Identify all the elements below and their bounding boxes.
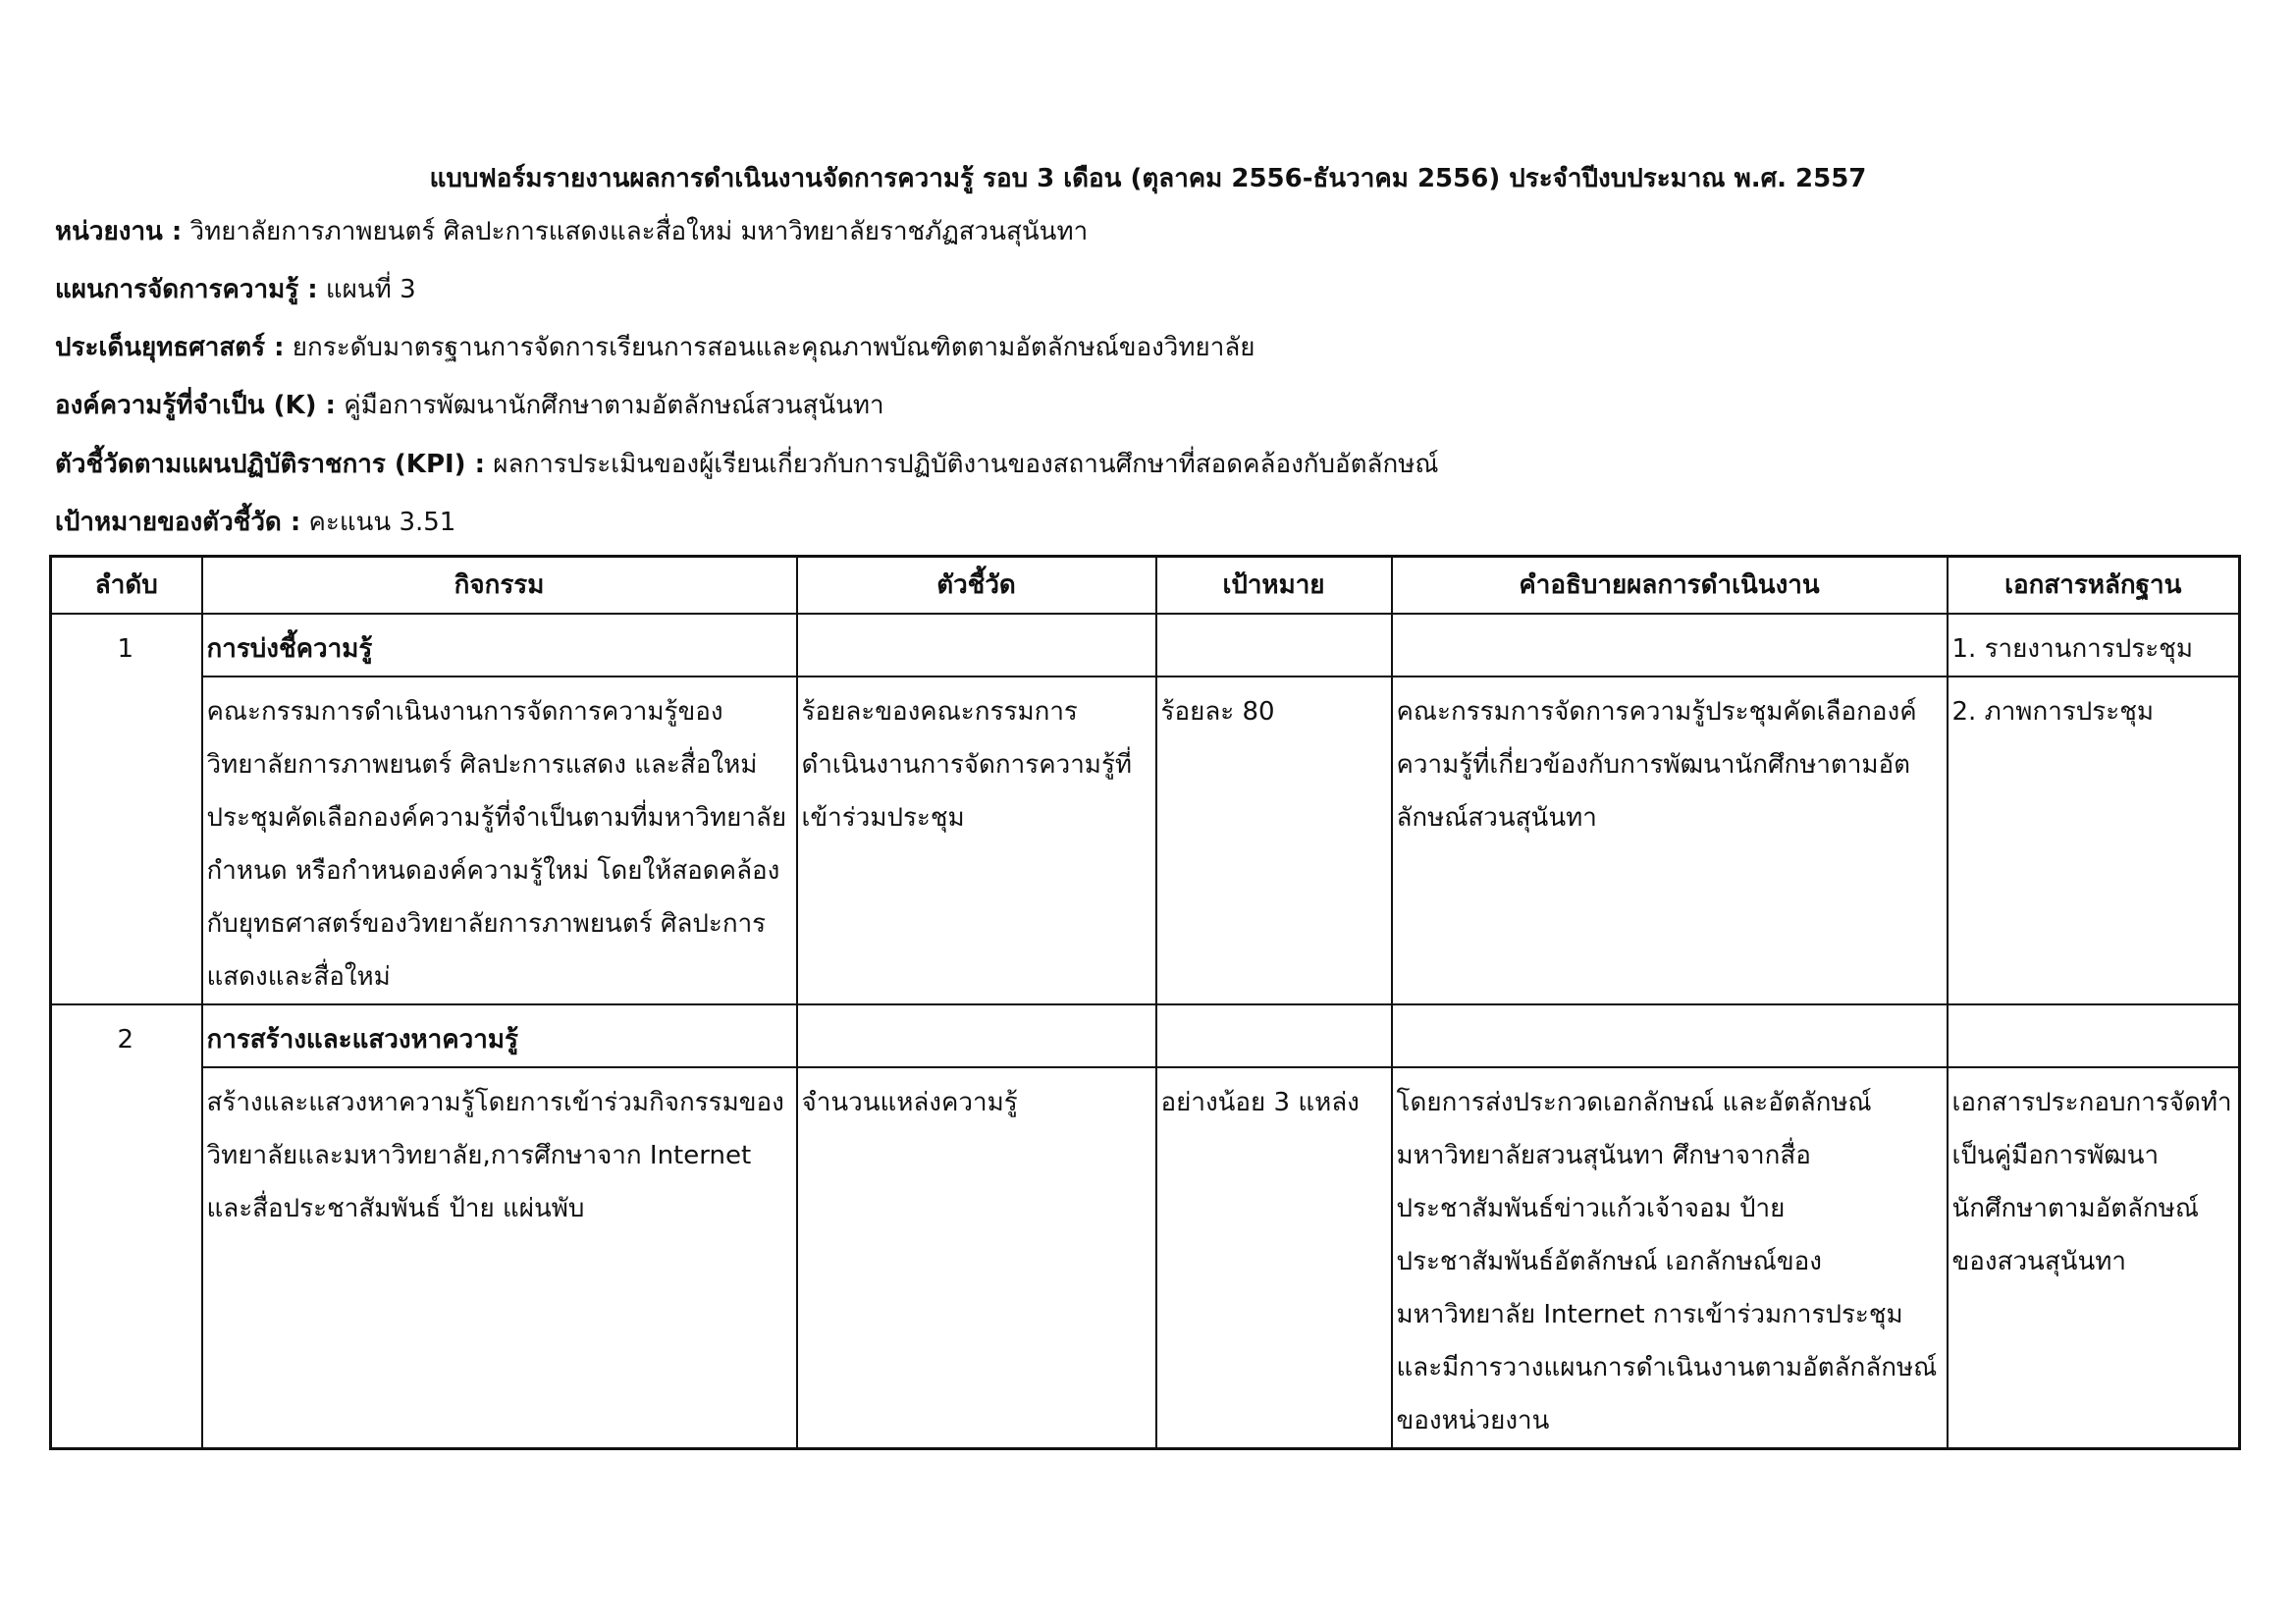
page-title: แบบฟอร์มรายงานผลการดำเนินงานจัดการความรู้ รอบ 3 เดือน (ตุลาคม 2556-ธันวาคม 2556) ประจำปีงบประมาณ พ.ศ. 2557 bbox=[429, 164, 1867, 193]
indicator-cell: ร้อยละของคณะกรรมการดำเนินงานการจัดการความรู้ที่เข้าร่วมประชุม bbox=[797, 677, 1156, 1004]
indicator-cell: จำนวนแหล่งความรู้ bbox=[797, 1067, 1156, 1449]
cell-empty bbox=[797, 614, 1156, 677]
meta-plan bbox=[55, 272, 416, 307]
target-cell: ร้อยละ 80 bbox=[1156, 677, 1392, 1004]
meta-unit bbox=[55, 214, 1088, 249]
meta-label: ประเด็นยุทธศาสตร์ : bbox=[55, 333, 285, 362]
col-header-result: คำอธิบายผลการดำเนินงาน bbox=[1392, 557, 1948, 615]
col-header-activity: กิจกรรม bbox=[202, 557, 797, 615]
meta-strategy bbox=[55, 330, 1255, 365]
col-header-indicator: ตัวชี้วัด bbox=[797, 557, 1156, 615]
cell-empty bbox=[51, 677, 202, 1004]
cell-empty bbox=[1156, 1004, 1392, 1067]
col-header-document: เอกสารหลักฐาน bbox=[1948, 557, 2240, 615]
cell-empty bbox=[51, 1067, 202, 1449]
report-table bbox=[49, 555, 2241, 1450]
meta-value: แผนที่ 3 bbox=[317, 275, 416, 304]
meta-value: วิทยาลัยการภาพยนตร์ ศิลปะการแสดงและสื่อใหม่ มหาวิทยาลัยราชภัฏสวนสุนันทา bbox=[182, 217, 1089, 246]
table-header-row bbox=[51, 557, 2240, 615]
meta-label: หน่วยงาน : bbox=[55, 217, 183, 246]
activity-cell: สร้างและแสวงหาความรู้โดยการเข้าร่วมกิจกรรมของวิทยาลัยและมหาวิทยาลัย,การศึกษาจาก Internet และสื่อประชาสัมพันธ์ ป้าย แผ่นพับ bbox=[202, 1067, 797, 1449]
cell-empty bbox=[797, 1004, 1156, 1067]
stage-document: 1. รายงานการประชุม bbox=[1948, 614, 2240, 677]
cell-empty bbox=[1392, 614, 1948, 677]
meta-value: ผลการประเมินของผู้เรียนเกี่ยวกับการปฏิบัติงานของสถานศึกษาที่สอดคล้องกับอัตลักษณ์ bbox=[485, 450, 1439, 479]
target-cell: อย่างน้อย 3 แหล่ง bbox=[1156, 1067, 1392, 1449]
table-row bbox=[51, 677, 2240, 1004]
table-row bbox=[51, 1004, 2240, 1067]
meta-label: เป้าหมายของตัวชี้วัด : bbox=[55, 508, 301, 537]
meta-value: คะแนน 3.51 bbox=[300, 508, 456, 537]
cell-empty bbox=[1392, 1004, 1948, 1067]
result-cell: โดยการส่งประกวดเอกลักษณ์ และอัตลักษณ์มหาวิทยาลัยสวนสุนันทา ศึกษาจากสื่อประชาสัมพันธ์ข่าวแก้วเจ้าจอม ป้ายประชาสัมพันธ์อัตลักษณ์ เอกลักษณ์ของมหาวิทยาลัย Internet การเข้าร่วมการประชุมและมีการวางแผนการดำเนินงานตามอัตลักลักษณ์ของหน่วยงาน bbox=[1392, 1067, 1948, 1449]
row-number: 2 bbox=[51, 1004, 202, 1067]
meta-knowledge bbox=[55, 388, 884, 423]
document-cell: เอกสารประกอบการจัดทำเป็นคู่มือการพัฒนานักศึกษาตามอัตลักษณ์ของสวนสุนันทา bbox=[1948, 1067, 2240, 1449]
meta-value: ยกระดับมาตรฐานการจัดการเรียนการสอนและคุณภาพบัณฑิตตามอัตลักษณ์ของวิทยาลัย bbox=[284, 333, 1255, 362]
result-cell: คณะกรรมการจัดการความรู้ประชุมคัดเลือกองค์ความรู้ที่เกี่ยวข้องกับการพัฒนานักศึกษาตามอัตลักษณ์สวนสุนันทา bbox=[1392, 677, 1948, 1004]
document-cell: 2. ภาพการประชุม bbox=[1948, 677, 2240, 1004]
meta-value: คู่มือการพัฒนานักศึกษาตามอัตลักษณ์สวนสุนันทา bbox=[335, 391, 884, 420]
activity-cell: คณะกรรมการดำเนินงานการจัดการความรู้ของวิทยาลัยการภาพยนตร์ ศิลปะการแสดง และสื่อใหม่ประชุมคัดเลือกองค์ความรู้ที่จำเป็นตามที่มหาวิทยาลัยกำหนด หรือกำหนดองค์ความรู้ใหม่ โดยให้สอดคล้องกับยุทธศาสตร์ของวิทยาลัยการภาพยนตร์ ศิลปะการแสดงและสื่อใหม่ bbox=[202, 677, 797, 1004]
col-header-order: ลำดับ bbox=[51, 557, 202, 615]
row-number: 1 bbox=[51, 614, 202, 677]
col-header-target: เป้าหมาย bbox=[1156, 557, 1392, 615]
meta-label: ตัวชี้วัดตามแผนปฏิบัติราชการ (KPI) : bbox=[55, 450, 486, 479]
table-row bbox=[51, 1067, 2240, 1449]
meta-label: แผนการจัดการความรู้ : bbox=[55, 275, 318, 304]
meta-label: องค์ความรู้ที่จำเป็น (K) : bbox=[55, 391, 336, 420]
stage-title: การสร้างและแสวงหาความรู้ bbox=[202, 1004, 797, 1067]
cell-empty bbox=[1156, 614, 1392, 677]
table-row bbox=[51, 614, 2240, 677]
meta-target bbox=[55, 505, 455, 540]
stage-document bbox=[1948, 1004, 2240, 1067]
stage-title: การบ่งชี้ความรู้ bbox=[202, 614, 797, 677]
meta-kpi bbox=[55, 447, 1438, 482]
